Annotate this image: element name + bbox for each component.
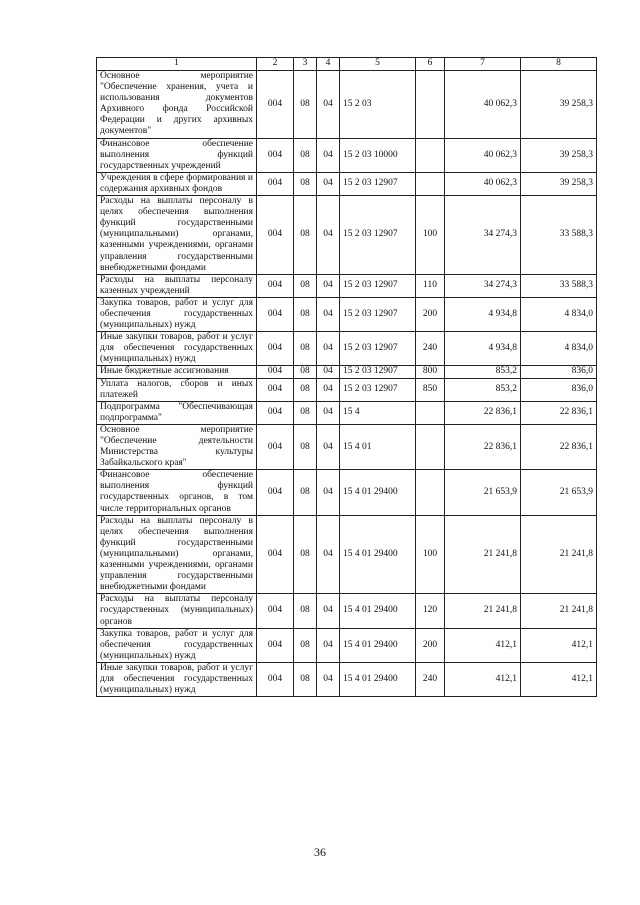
ministry-code-cell: 004 xyxy=(257,470,294,515)
amount-year2-cell: 836,0 xyxy=(521,366,597,378)
expense-type-cell: 200 xyxy=(416,297,445,331)
column-header: 2 xyxy=(257,58,294,71)
target-article-cell: 15 2 03 12907 xyxy=(340,274,416,297)
amount-year1-cell: 412,1 xyxy=(445,628,521,662)
target-article-cell: 15 4 01 29400 xyxy=(340,515,416,594)
amount-year2-cell: 412,1 xyxy=(521,662,597,696)
section-code-cell: 08 xyxy=(294,594,317,628)
section-code-cell: 08 xyxy=(294,71,317,139)
subsection-code-cell: 04 xyxy=(317,662,340,696)
subsection-code-cell: 04 xyxy=(317,71,340,139)
ministry-code-cell: 004 xyxy=(257,332,294,366)
row-name-cell: Подпрограмма "Обеспечивающая подпрограмма" xyxy=(97,401,257,424)
row-name-cell: Уплата налогов, сборов и иных платежей xyxy=(97,378,257,401)
amount-year2-cell: 21 241,8 xyxy=(521,594,597,628)
subsection-code-cell: 04 xyxy=(317,366,340,378)
subsection-code-cell: 04 xyxy=(317,424,340,469)
expense-type-cell: 800 xyxy=(416,366,445,378)
target-article-cell: 15 2 03 12907 xyxy=(340,196,416,275)
target-article-cell: 15 4 01 29400 xyxy=(340,662,416,696)
ministry-code-cell: 004 xyxy=(257,378,294,401)
expense-type-cell xyxy=(416,470,445,515)
amount-year1-cell: 853,2 xyxy=(445,366,521,378)
subsection-code-cell: 04 xyxy=(317,196,340,275)
section-code-cell: 08 xyxy=(294,378,317,401)
table-row xyxy=(97,378,597,401)
amount-year1-cell: 412,1 xyxy=(445,662,521,696)
subsection-code-cell: 04 xyxy=(317,332,340,366)
amount-year2-cell: 39 258,3 xyxy=(521,138,597,172)
amount-year2-cell: 22 836,1 xyxy=(521,401,597,424)
subsection-code-cell: 04 xyxy=(317,594,340,628)
row-name-cell: Закупка товаров, работ и услуг для обеспечения государственных (муниципальных) нужд xyxy=(97,297,257,331)
amount-year2-cell: 412,1 xyxy=(521,628,597,662)
expense-type-cell: 100 xyxy=(416,196,445,275)
section-code-cell: 08 xyxy=(294,628,317,662)
target-article-cell: 15 4 01 29400 xyxy=(340,470,416,515)
table-row xyxy=(97,274,597,297)
ministry-code-cell: 004 xyxy=(257,594,294,628)
target-article-cell: 15 4 01 29400 xyxy=(340,628,416,662)
section-code-cell: 08 xyxy=(294,470,317,515)
section-code-cell: 08 xyxy=(294,424,317,469)
target-article-cell: 15 2 03 12907 xyxy=(340,366,416,378)
row-name-cell: Иные закупки товаров, работ и услуг для обеспечения государственных (муниципальных) нужд xyxy=(97,332,257,366)
subsection-code-cell: 04 xyxy=(317,297,340,331)
row-name-cell: Расходы на выплаты персоналу в целях обеспечения выполнения функций государственными (муниципальными) органами, казенными учреждениями, органами управления государственными внебюджетными фондами xyxy=(97,515,257,594)
section-code-cell: 08 xyxy=(294,138,317,172)
ministry-code-cell: 004 xyxy=(257,71,294,139)
section-code-cell: 08 xyxy=(294,662,317,696)
section-code-cell: 08 xyxy=(294,172,317,195)
amount-year2-cell: 21 653,9 xyxy=(521,470,597,515)
amount-year1-cell: 4 934,8 xyxy=(445,297,521,331)
column-header: 3 xyxy=(294,58,317,71)
amount-year1-cell: 853,2 xyxy=(445,378,521,401)
expense-type-cell xyxy=(416,401,445,424)
ministry-code-cell: 004 xyxy=(257,297,294,331)
subsection-code-cell: 04 xyxy=(317,628,340,662)
row-name-cell: Финансовое обеспечение выполнения функций государственных органов, в том числе территориальных органов xyxy=(97,470,257,515)
table-row xyxy=(97,138,597,172)
target-article-cell: 15 2 03 10000 xyxy=(340,138,416,172)
ministry-code-cell: 004 xyxy=(257,515,294,594)
section-code-cell: 08 xyxy=(294,297,317,331)
amount-year2-cell: 836,0 xyxy=(521,378,597,401)
table-row xyxy=(97,172,597,195)
amount-year1-cell: 40 062,3 xyxy=(445,172,521,195)
amount-year2-cell: 4 834,0 xyxy=(521,297,597,331)
expense-type-cell: 110 xyxy=(416,274,445,297)
ministry-code-cell: 004 xyxy=(257,138,294,172)
amount-year1-cell: 22 836,1 xyxy=(445,401,521,424)
target-article-cell: 15 4 01 xyxy=(340,424,416,469)
table-row xyxy=(97,424,597,469)
expense-type-cell xyxy=(416,172,445,195)
table-row xyxy=(97,594,597,628)
row-name-cell: Основное мероприятие "Обеспечение деятельности Министерства культуры Забайкальского края" xyxy=(97,424,257,469)
subsection-code-cell: 04 xyxy=(317,401,340,424)
subsection-code-cell: 04 xyxy=(317,470,340,515)
column-header: 8 xyxy=(521,58,597,71)
table-row xyxy=(97,401,597,424)
ministry-code-cell: 004 xyxy=(257,628,294,662)
table-row xyxy=(97,515,597,594)
amount-year1-cell: 4 934,8 xyxy=(445,332,521,366)
row-name-cell: Расходы на выплаты персоналу казенных учреждений xyxy=(97,274,257,297)
amount-year1-cell: 34 274,3 xyxy=(445,274,521,297)
section-code-cell: 08 xyxy=(294,401,317,424)
section-code-cell: 08 xyxy=(294,196,317,275)
amount-year1-cell: 21 653,9 xyxy=(445,470,521,515)
expense-type-cell: 120 xyxy=(416,594,445,628)
section-code-cell: 08 xyxy=(294,366,317,378)
column-header: 1 xyxy=(97,58,257,71)
amount-year2-cell: 33 588,3 xyxy=(521,274,597,297)
subsection-code-cell: 04 xyxy=(317,172,340,195)
page-number: 36 xyxy=(314,845,326,859)
ministry-code-cell: 004 xyxy=(257,172,294,195)
row-name-cell: Финансовое обеспечение выполнения функций государственных учреждений xyxy=(97,138,257,172)
table-row xyxy=(97,332,597,366)
row-name-cell: Иные закупки товаров, работ и услуг для обеспечения государственных (муниципальных) нужд xyxy=(97,662,257,696)
section-code-cell: 08 xyxy=(294,332,317,366)
expense-type-cell xyxy=(416,424,445,469)
column-header: 5 xyxy=(340,58,416,71)
subsection-code-cell: 04 xyxy=(317,378,340,401)
amount-year1-cell: 40 062,3 xyxy=(445,138,521,172)
row-name-cell: Иные бюджетные ассигнования xyxy=(97,366,257,378)
amount-year1-cell: 21 241,8 xyxy=(445,515,521,594)
amount-year2-cell: 33 588,3 xyxy=(521,196,597,275)
row-name-cell: Расходы на выплаты персоналу в целях обеспечения выполнения функций государственными (муниципальными) органами, казенными учреждениями, органами управления государственными внебюджетными фондами xyxy=(97,196,257,275)
ministry-code-cell: 004 xyxy=(257,424,294,469)
table-row xyxy=(97,366,597,378)
row-name-cell: Расходы на выплаты персоналу государственных (муниципальных) органов xyxy=(97,594,257,628)
amount-year2-cell: 21 241,8 xyxy=(521,515,597,594)
expense-type-cell: 850 xyxy=(416,378,445,401)
amount-year2-cell: 39 258,3 xyxy=(521,71,597,139)
expense-type-cell: 240 xyxy=(416,662,445,696)
subsection-code-cell: 04 xyxy=(317,138,340,172)
ministry-code-cell: 004 xyxy=(257,274,294,297)
amount-year1-cell: 21 241,8 xyxy=(445,594,521,628)
amount-year1-cell: 34 274,3 xyxy=(445,196,521,275)
table-header-row xyxy=(97,58,597,71)
target-article-cell: 15 2 03 12907 xyxy=(340,332,416,366)
section-code-cell: 08 xyxy=(294,515,317,594)
target-article-cell: 15 2 03 12907 xyxy=(340,297,416,331)
target-article-cell: 15 4 xyxy=(340,401,416,424)
table-row xyxy=(97,196,597,275)
amount-year2-cell: 4 834,0 xyxy=(521,332,597,366)
column-header: 4 xyxy=(317,58,340,71)
table-row xyxy=(97,628,597,662)
ministry-code-cell: 004 xyxy=(257,662,294,696)
expense-type-cell: 100 xyxy=(416,515,445,594)
table-row xyxy=(97,662,597,696)
section-code-cell: 08 xyxy=(294,274,317,297)
amount-year2-cell: 22 836,1 xyxy=(521,424,597,469)
expense-type-cell xyxy=(416,71,445,139)
ministry-code-cell: 004 xyxy=(257,401,294,424)
budget-table xyxy=(96,57,597,697)
amount-year1-cell: 40 062,3 xyxy=(445,71,521,139)
table-row xyxy=(97,297,597,331)
expense-type-cell: 200 xyxy=(416,628,445,662)
target-article-cell: 15 2 03 12907 xyxy=(340,172,416,195)
table-row xyxy=(97,470,597,515)
expense-type-cell: 240 xyxy=(416,332,445,366)
target-article-cell: 15 2 03 xyxy=(340,71,416,139)
table-row xyxy=(97,71,597,139)
expense-type-cell xyxy=(416,138,445,172)
amount-year1-cell: 22 836,1 xyxy=(445,424,521,469)
subsection-code-cell: 04 xyxy=(317,274,340,297)
row-name-cell: Закупка товаров, работ и услуг для обеспечения государственных (муниципальных) нужд xyxy=(97,628,257,662)
amount-year2-cell: 39 258,3 xyxy=(521,172,597,195)
target-article-cell: 15 4 01 29400 xyxy=(340,594,416,628)
table-body xyxy=(97,71,597,697)
target-article-cell: 15 2 03 12907 xyxy=(340,378,416,401)
ministry-code-cell: 004 xyxy=(257,366,294,378)
column-header: 6 xyxy=(416,58,445,71)
column-header: 7 xyxy=(445,58,521,71)
row-name-cell: Учреждения в сфере формирования и содержания архивных фондов xyxy=(97,172,257,195)
subsection-code-cell: 04 xyxy=(317,515,340,594)
row-name-cell: Основное мероприятие "Обеспечение хранения, учета и использования документов Архивного фонда Российской Федерации и других архивных документов" xyxy=(97,71,257,139)
ministry-code-cell: 004 xyxy=(257,196,294,275)
